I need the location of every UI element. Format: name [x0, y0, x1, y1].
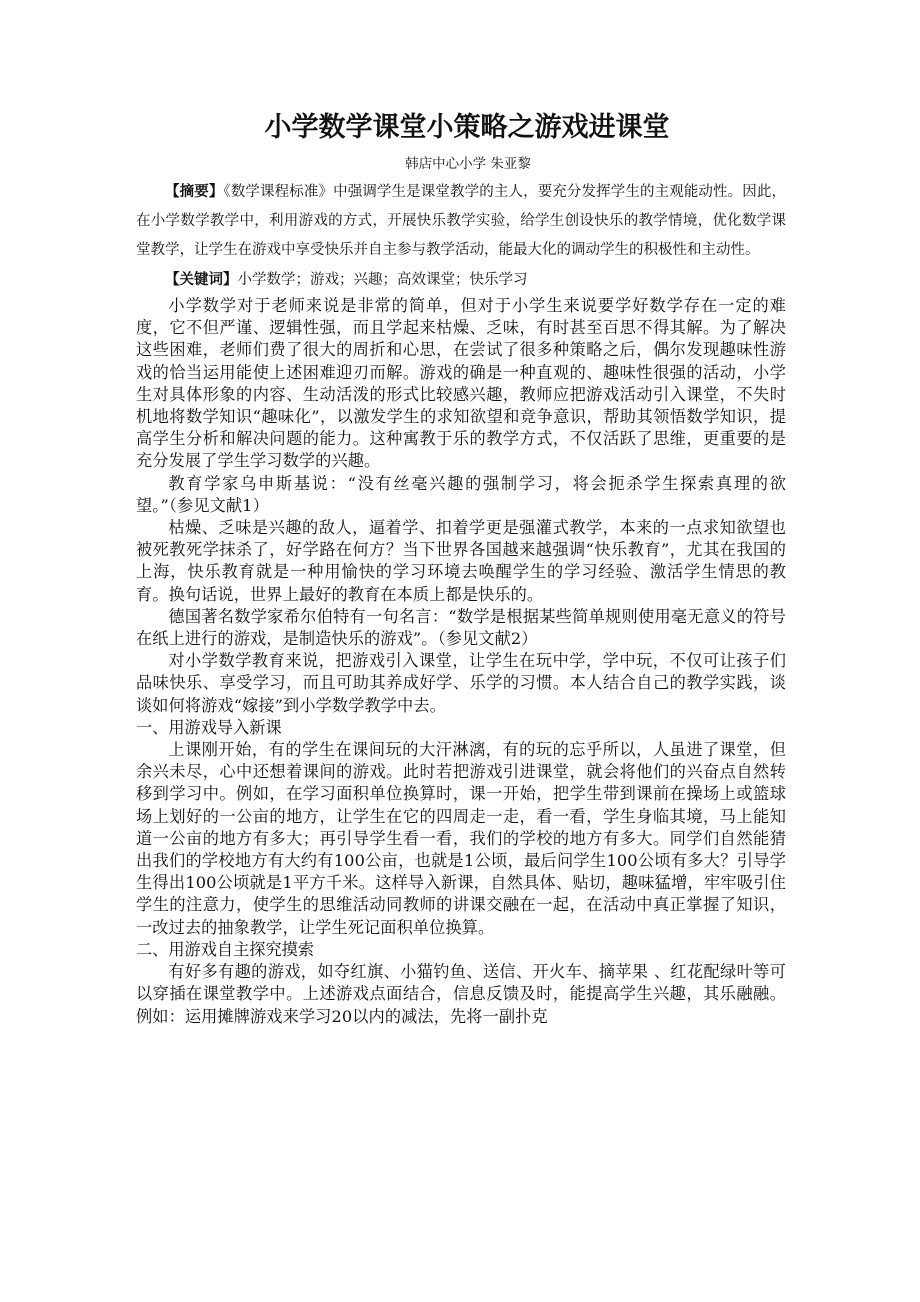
section-2-paragraph: 有好多有趣的游戏，如夺红旗、小猫钓鱼、送信、开火车、摘苹果 、红花配绿叶等可以穿插在课堂教学中。上述游戏点面结合，信息反馈及时，能提高学生兴趣，其乐融融。例如：运用摊牌游戏来学习20以内的减法，先将一副扑克	[136, 962, 786, 1026]
document-title: 小学数学课堂小策略之游戏进课堂	[264, 112, 670, 143]
author-line: 韩店中心小学 朱亚黎	[405, 156, 531, 172]
body-paragraph-5: 对小学数学教育来说，把游戏引入课堂，让学生在玩中学，学中玩，不仅可让孩子们品味快乐、享受学习，而且可助其养成好学、乐学的习惯。本人结合自己的教学实践，谈谈如何将游戏“嫁接”到小学数学教学中去。	[136, 651, 786, 715]
keywords-paragraph	[136, 265, 786, 295]
keywords-label: 【关键词】	[165, 272, 238, 288]
abstract-paragraph	[136, 178, 786, 265]
section-1-paragraph: 上课刚开始，有的学生在课间玩的大汗淋漓，有的玩的忘乎所以，人虽进了课堂，但余兴未尽，心中还想着课间的游戏。此时若把游戏引进课堂，就会将他们的兴奋点自然转移到学习中。例如，在学习面积单位换算时，课一开始，把学生带到课前在操场上或篮球场上划好的一公亩的地方，让学生在它的四周走一走，看一看，学生身临其境，马上能知道一公亩的地方有多大；再引导学生看一看，我们的学校的地方有多大。同学们自然能猜出我们的学校地方有大约有100公亩，也就是1公顷，最后问学生100公顷有多大？引导学生得出100公顷就是1平方千米。这样导入新课，自然具体、贴切，趣味猛增，牢牢吸引住学生的注意力，使学生的思维活动同教师的讲课交融在一起，在活动中真正掌握了知识，一改过去的抽象教学，让学生死记面积单位换算。	[136, 740, 786, 937]
section-heading-1: 一、用游戏导入新课	[136, 717, 282, 737]
body-paragraph-1: 小学数学对于老师来说是非常的简单，但对于小学生来说要学好数学存在一定的难度，它不但严谨、逻辑性强，而且学起来枯燥、乏味，有时甚至百思不得其解。为了解决这些困难，老师们费了很大的周折和心思，在尝试了很多种策略之后，偶尔发现趣味性游戏的恰当运用能使上述困难迎刃而解。游戏的确是一种直观的、趣味性很强的活动，小学生对具体形象的内容、生动活泼的形式比较感兴趣，教师应把游戏活动引入课堂，不失时机地将数学知识“趣味化”，以激发学生的求知欲望和竞争意识，帮助其领悟数学知识，提高学生分析和解决问题的能力。这种寓教于乐的教学方式，不仅活跃了思维，更重要的是充分发展了学生学习数学的兴趣。	[136, 296, 786, 471]
keywords-text: 小学数学；游戏；兴趣；高效课堂；快乐学习	[237, 272, 528, 288]
section-heading-2: 二、用游戏自主探究摸索	[136, 939, 315, 959]
body-paragraph-4: 德国著名数学家希尔伯特有一句名言：“数学是根据某些简单规则使用毫无意义的符号在纸上进行的游戏，是制造快乐的游戏”。（参见文献2）	[136, 606, 786, 649]
abstract-text: 《数学课程标准》中强调学生是课堂教学的主人，要充分发挥学生的主观能动性。因此，在小学数学教学中，利用游戏的方式，开展快乐教学实验，给学生创设快乐的教学情境，优化数学课堂教学，让学生在游戏中享受快乐并自主参与教学活动，能最大化的调动学生的积极性和主动性。	[136, 184, 786, 258]
body-paragraph-2: 教育学家乌申斯基说：“没有丝毫兴趣的强制学习，将会扼杀学生探索真理的欲望。”（参见文献1）	[136, 473, 786, 515]
body-paragraph-3: 枯燥、乏味是兴趣的敌人，逼着学、扣着学更是强灌式教学，本来的一点求知欲望也被死教死学抹杀了，好学路在何方？当下世界各国越来越强调“快乐教育”，尤其在我国的上海，快乐教育就是一种用愉快的学习环境去唤醒学生的学习经验、激活学生情思的教育。换句话说，世界上最好的教育在本质上都是快乐的。	[136, 518, 786, 604]
abstract-label: 【摘要】	[165, 184, 224, 200]
